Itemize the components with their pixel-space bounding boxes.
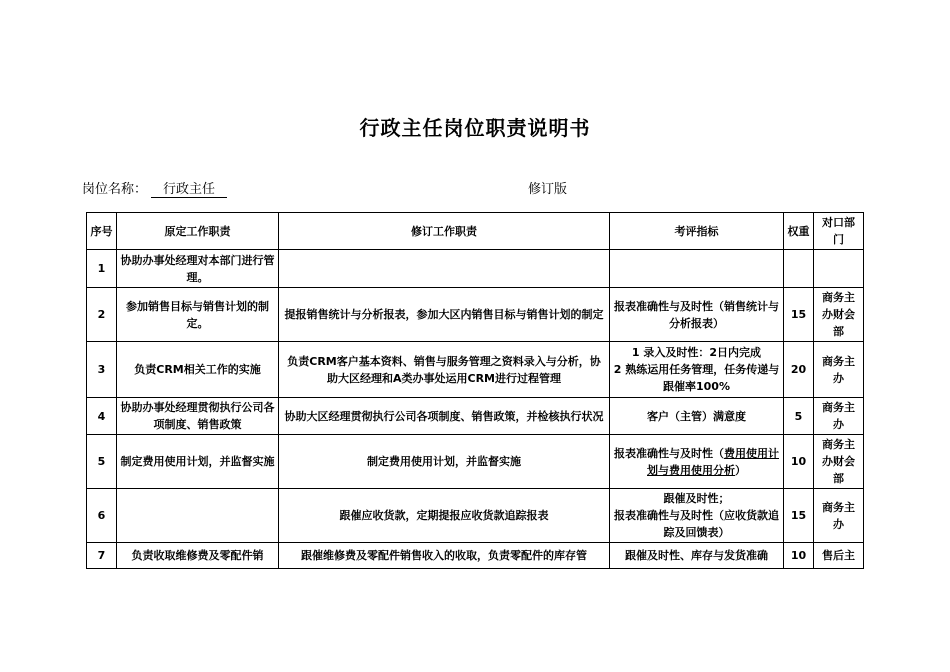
cell-dept: 商务主办 — [814, 398, 864, 435]
header-original: 原定工作职责 — [117, 213, 279, 250]
document-title: 行政主任岗位职责说明书 — [359, 116, 591, 140]
header-revised: 修订工作职责 — [279, 213, 610, 250]
table-row — [87, 435, 864, 489]
cell-kpi: 报表准确性与及时性（销售统计与分析报表） — [610, 288, 784, 342]
cell-weight: 10 — [784, 543, 814, 569]
kpi-text: ） — [735, 463, 746, 477]
cell-seq: 3 — [87, 342, 117, 398]
table-row — [87, 398, 864, 435]
cell-weight: 20 — [784, 342, 814, 398]
cell-original: 制定费用使用计划，并监督实施 — [117, 435, 279, 489]
kpi-line: 1 录入及时性：2日内完成 — [631, 346, 762, 359]
cell-revised: 提报销售统计与分析报表，参加大区内销售目标与销售计划的制定 — [279, 288, 610, 342]
header-kpi: 考评指标 — [610, 213, 784, 250]
cell-seq: 2 — [87, 288, 117, 342]
table-row — [87, 342, 864, 398]
table-row — [87, 250, 864, 288]
kpi-line: 跟催及时性； — [663, 492, 730, 505]
cell-kpi — [610, 342, 784, 398]
table-row — [87, 288, 864, 342]
header-dept: 对口部门 — [814, 213, 864, 250]
cell-original: 负责收取维修费及零配件销 — [117, 543, 279, 569]
cell-dept: 商务主办 — [814, 342, 864, 398]
cell-revised: 制定费用使用计划，并监督实施 — [279, 435, 610, 489]
cell-seq: 6 — [87, 489, 117, 543]
cell-dept — [814, 250, 864, 288]
cell-weight: 10 — [784, 435, 814, 489]
cell-revised: 协助大区经理贯彻执行公司各项制度、销售政策，并检核执行状况 — [279, 398, 610, 435]
cell-revised — [279, 250, 610, 288]
cell-seq: 5 — [87, 435, 117, 489]
cell-kpi — [610, 489, 784, 543]
cell-original — [117, 489, 279, 543]
cell-original: 负责CRM相关工作的实施 — [117, 342, 279, 398]
table-row — [87, 543, 864, 569]
position-label: 岗位名称： — [82, 182, 148, 197]
kpi-line: 报表准确性与及时性（应收货款追踪及回馈表） — [614, 509, 779, 539]
cell-weight: 5 — [784, 398, 814, 435]
version-label: 修订版 — [528, 182, 568, 197]
cell-revised: 负责CRM客户基本资料、销售与服务管理之资料录入与分析，协助大区经理和A类办事处运用CRM进行过程管理 — [279, 342, 610, 398]
cell-revised: 跟催应收货款，定期提报应收货款追踪报表 — [279, 489, 610, 543]
table-header-row — [87, 213, 864, 250]
cell-seq: 7 — [87, 543, 117, 569]
position-value: 行政主任 — [151, 178, 227, 198]
cell-kpi: 客户（主管）满意度 — [610, 398, 784, 435]
cell-dept: 售后主 — [814, 543, 864, 569]
table-row — [87, 489, 864, 543]
cell-weight — [784, 250, 814, 288]
header-weight: 权重 — [784, 213, 814, 250]
kpi-line: 2 熟练运用任务管理，任务传递与跟催率100% — [613, 363, 780, 393]
cell-kpi — [610, 250, 784, 288]
duty-table — [86, 212, 864, 569]
cell-original: 参加销售目标与销售计划的制定。 — [117, 288, 279, 342]
cell-kpi — [610, 435, 784, 489]
cell-seq: 4 — [87, 398, 117, 435]
cell-revised: 跟催维修费及零配件销售收入的收取，负责零配件的库存管 — [279, 543, 610, 569]
cell-kpi: 跟催及时性、库存与发货准确 — [610, 543, 784, 569]
kpi-text: 报表准确性与及时性（ — [614, 446, 724, 460]
position-name-line — [82, 178, 227, 198]
cell-dept: 商务主办财会部 — [814, 435, 864, 489]
cell-original: 协助办事处经理贯彻执行公司各项制度、销售政策 — [117, 398, 279, 435]
cell-weight: 15 — [784, 489, 814, 543]
cell-weight: 15 — [784, 288, 814, 342]
cell-original: 协助办事处经理对本部门进行管理。 — [117, 250, 279, 288]
cell-dept: 商务主办财会部 — [814, 288, 864, 342]
cell-seq: 1 — [87, 250, 117, 288]
header-seq: 序号 — [87, 213, 117, 250]
kpi-underlined-text: 费用使用计划与费用使用分析 — [647, 446, 779, 477]
cell-dept: 商务主办 — [814, 489, 864, 543]
